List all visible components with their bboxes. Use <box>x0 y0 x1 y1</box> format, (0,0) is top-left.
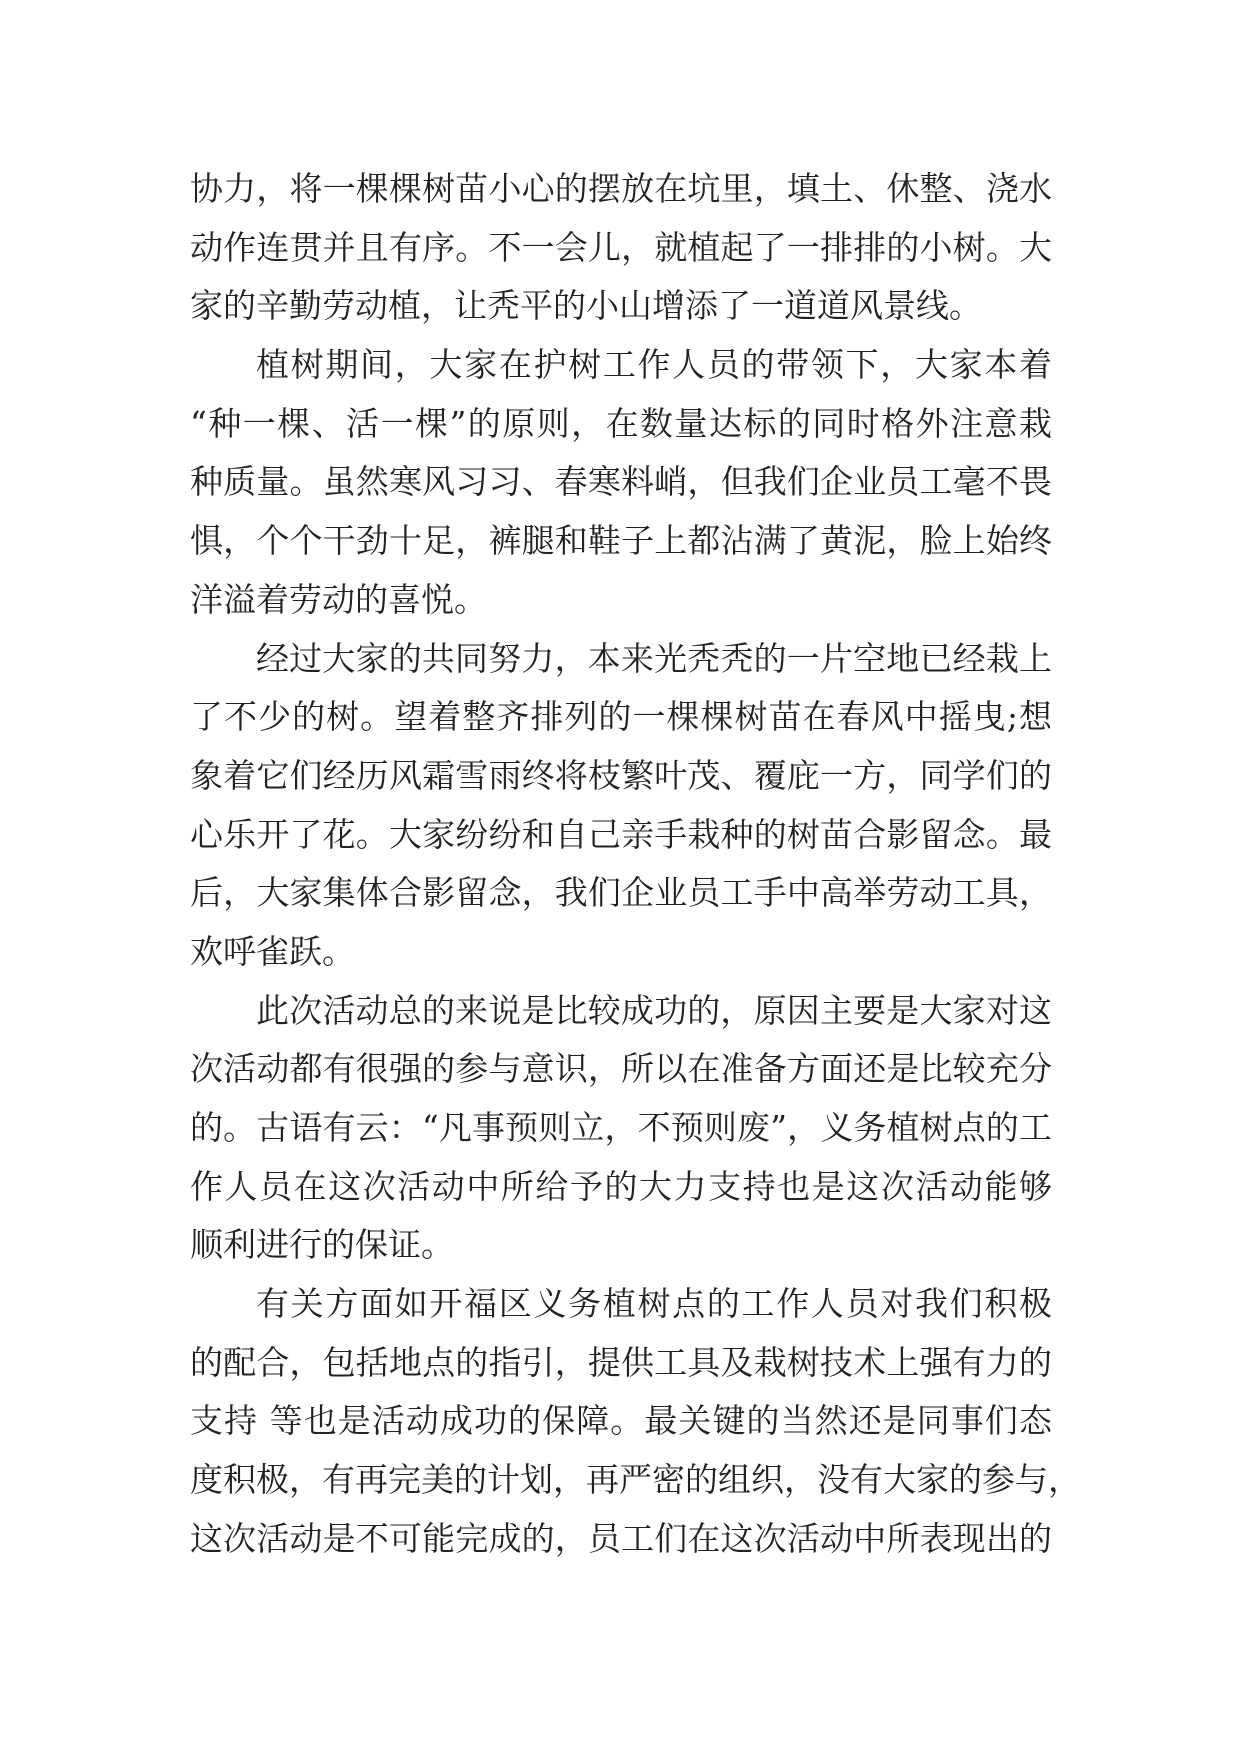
text-line: 后，大家集体合影留念，我们企业员工手中高举劳动工具， <box>190 873 1052 913</box>
paragraph <box>190 160 1052 336</box>
text-line: 此次活动总的来说是比较成功的，原因主要是大家对这 <box>256 990 1052 1030</box>
text-line: 的。古语有云：“凡事预则立，不预则废”，义务植树点的工 <box>190 1108 1052 1147</box>
paragraph <box>190 630 1052 982</box>
text-line: “种一棵、活一棵”的原则，在数量达标的同时格外注意栽 <box>190 403 1052 443</box>
text-line: 象着它们经历风霜雪雨终将枝繁叶茂、覆庇一方，同学们的 <box>190 755 1052 795</box>
text-line: 洋溢着劳动的喜悦。 <box>190 579 487 619</box>
text-line: 次活动都有很强的参与意识，所以在准备方面还是比较充分 <box>190 1049 1052 1089</box>
text-line: 顺利进行的保证。 <box>190 1225 454 1265</box>
paragraph <box>190 982 1052 1275</box>
text-line: 动作连贯并且有序。不一会儿，就植起了一排排的小树。大 <box>190 227 1052 267</box>
text-line: 的配合，包括地点的指引，提供工具及栽树技术上强有力的 <box>190 1342 1052 1382</box>
text-line: 作人员在这次活动中所给予的大力支持也是这次活动能够 <box>190 1166 1052 1206</box>
text-line: 有关方面如开福区义务植树点的工作人员对我们积极 <box>256 1284 1052 1324</box>
text-line: 经过大家的共同努力，本来光秃秃的一片空地已经栽上 <box>256 638 1052 678</box>
text-line: 种质量。虽然寒风习习、春寒料峭，但我们企业员工毫不畏 <box>190 462 1052 502</box>
text-line: 心乐开了花。大家纷纷和自己亲手栽种的树苗合影留念。最 <box>190 814 1052 854</box>
text-line: 度积极，有再完美的计划，再严密的组织，没有大家的参与， <box>190 1460 1081 1500</box>
text-line: 了不少的树。望着整齐排列的一棵棵树苗在春风中摇曳;想 <box>190 697 1052 737</box>
document-body <box>190 160 1081 1569</box>
text-line: 家的辛勤劳动植，让秃平的小山增添了一道道风景线。 <box>190 286 982 326</box>
text-line: 植树期间，大家在护树工作人员的带领下，大家本着 <box>256 345 1052 385</box>
text-line: 支持 等也是活动成功的保障。最关键的当然还是同事们态 <box>190 1401 1052 1441</box>
paragraph <box>190 336 1052 629</box>
text-line: 欢呼雀跃。 <box>190 931 355 971</box>
paragraph <box>190 1275 1081 1568</box>
text-line: 惧，个个干劲十足，裤腿和鞋子上都沾满了黄泥，脸上始终 <box>190 521 1052 561</box>
text-line: 这次活动是不可能完成的，员工们在这次活动中所表现出的 <box>190 1518 1052 1558</box>
text-line: 协力，将一棵棵树苗小心的摆放在坑里，填土、休整、浇水 <box>190 169 1052 208</box>
